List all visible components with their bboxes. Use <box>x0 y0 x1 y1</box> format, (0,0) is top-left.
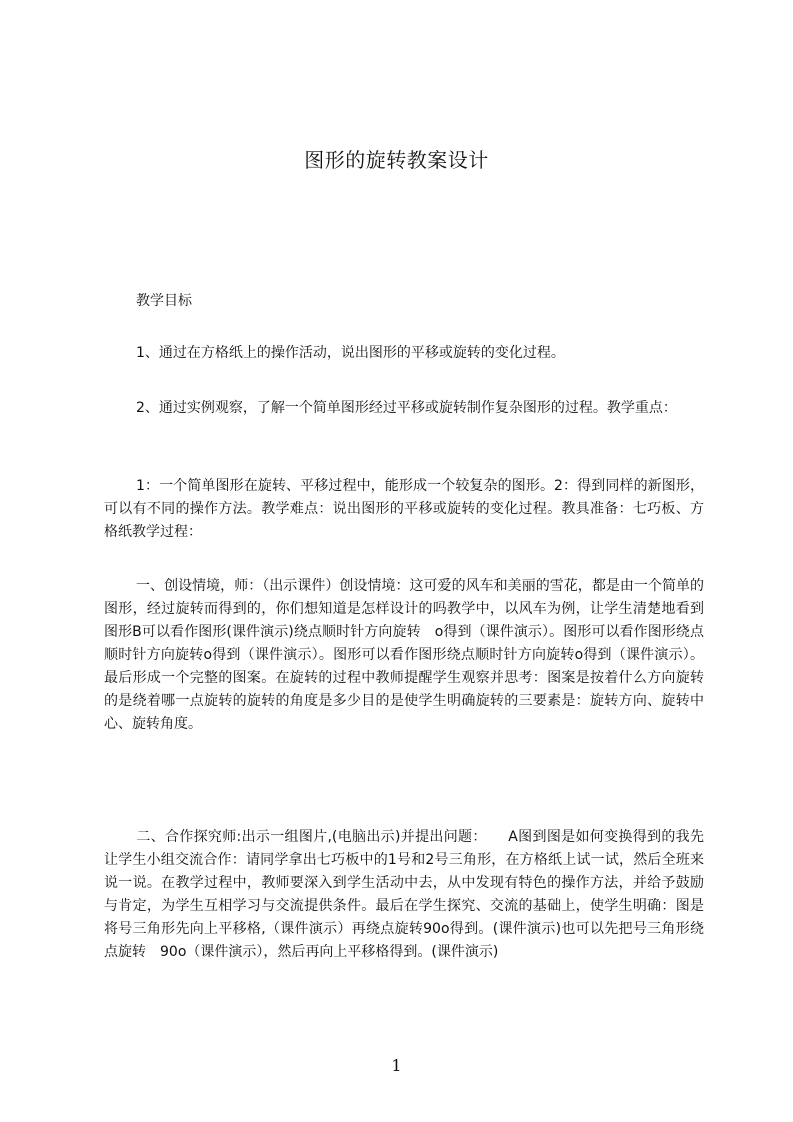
objective-2 <box>104 397 704 420</box>
section-1-text: 一、创设情境，师：（出示课件）创设情境：这可爱的风车和美丽的雪花，都是由一个简单的图形，经过旋转而得到的，你们想知道是怎样设计的吗教学中，以风车为例，让学生清楚地看到图形B可以看作图形(课件演示)绕点顺时针方向旋转 o得到（课件演示）。图形可以看作图形绕点顺时针方向旋转o得到（课件演示）。图形可以看作图形绕点顺时针方向旋转o得到（课件演示）。最后形成一个完整的图案。在旋转的过程中教师提醒学生观察并思考：图案是按着什么方向旋转的是绕着哪一点旋转的旋转的角度是多少目的是使学生明确旋转的三要素是：旋转方向、旋转中心、旋转角度。 <box>104 578 704 732</box>
section-2-text: 二、合作探究师:出示一组图片,(电脑出示)并提出问题： A图到图是如何变换得到的我先让学生小组交流合作：请同学拿出七巧板中的1号和2号三角形，在方格纸上试一试，然后全班来说一说。在教学过程中，教师要深入到学生活动中去，从中发现有特色的操作方法，并给予鼓励与肯定，为学生互相学习与交流提供条件。最后在学生探究、交流的基础上，使学生明确：图是将号三角形先向上平移格,（课件演示）再绕点旋转90o得到。(课件演示)也可以先把号三角形绕点旋转 90o（课件演示），然后再向上平移格得到。(课件演示) <box>104 829 704 960</box>
key-points-paragraph <box>104 475 704 544</box>
section-2-paragraph <box>104 826 704 964</box>
objective-2-text: 2、通过实例观察，了解一个简单图形经过平移或旋转制作复杂图形的过程。教学重点： <box>136 400 677 416</box>
objectives-heading: 教学目标 <box>136 293 192 309</box>
section-1-paragraph <box>104 575 704 736</box>
key-points-text: 1：一个简单图形在旋转、平移过程中，能形成一个较复杂的图形。2：得到同样的新图形，可以有不同的操作方法。教学难点：说出图形的平移或旋转的变化过程。教具准备：七巧板、方格纸教学过程： <box>104 478 704 540</box>
document-title: 图形的旋转教案设计 <box>304 148 489 172</box>
objective-1 <box>104 342 704 365</box>
page-number: 1 <box>391 1056 402 1075</box>
objective-1-text: 1、通过在方格纸上的操作活动，说出图形的平移或旋转的变化过程。 <box>136 345 565 361</box>
